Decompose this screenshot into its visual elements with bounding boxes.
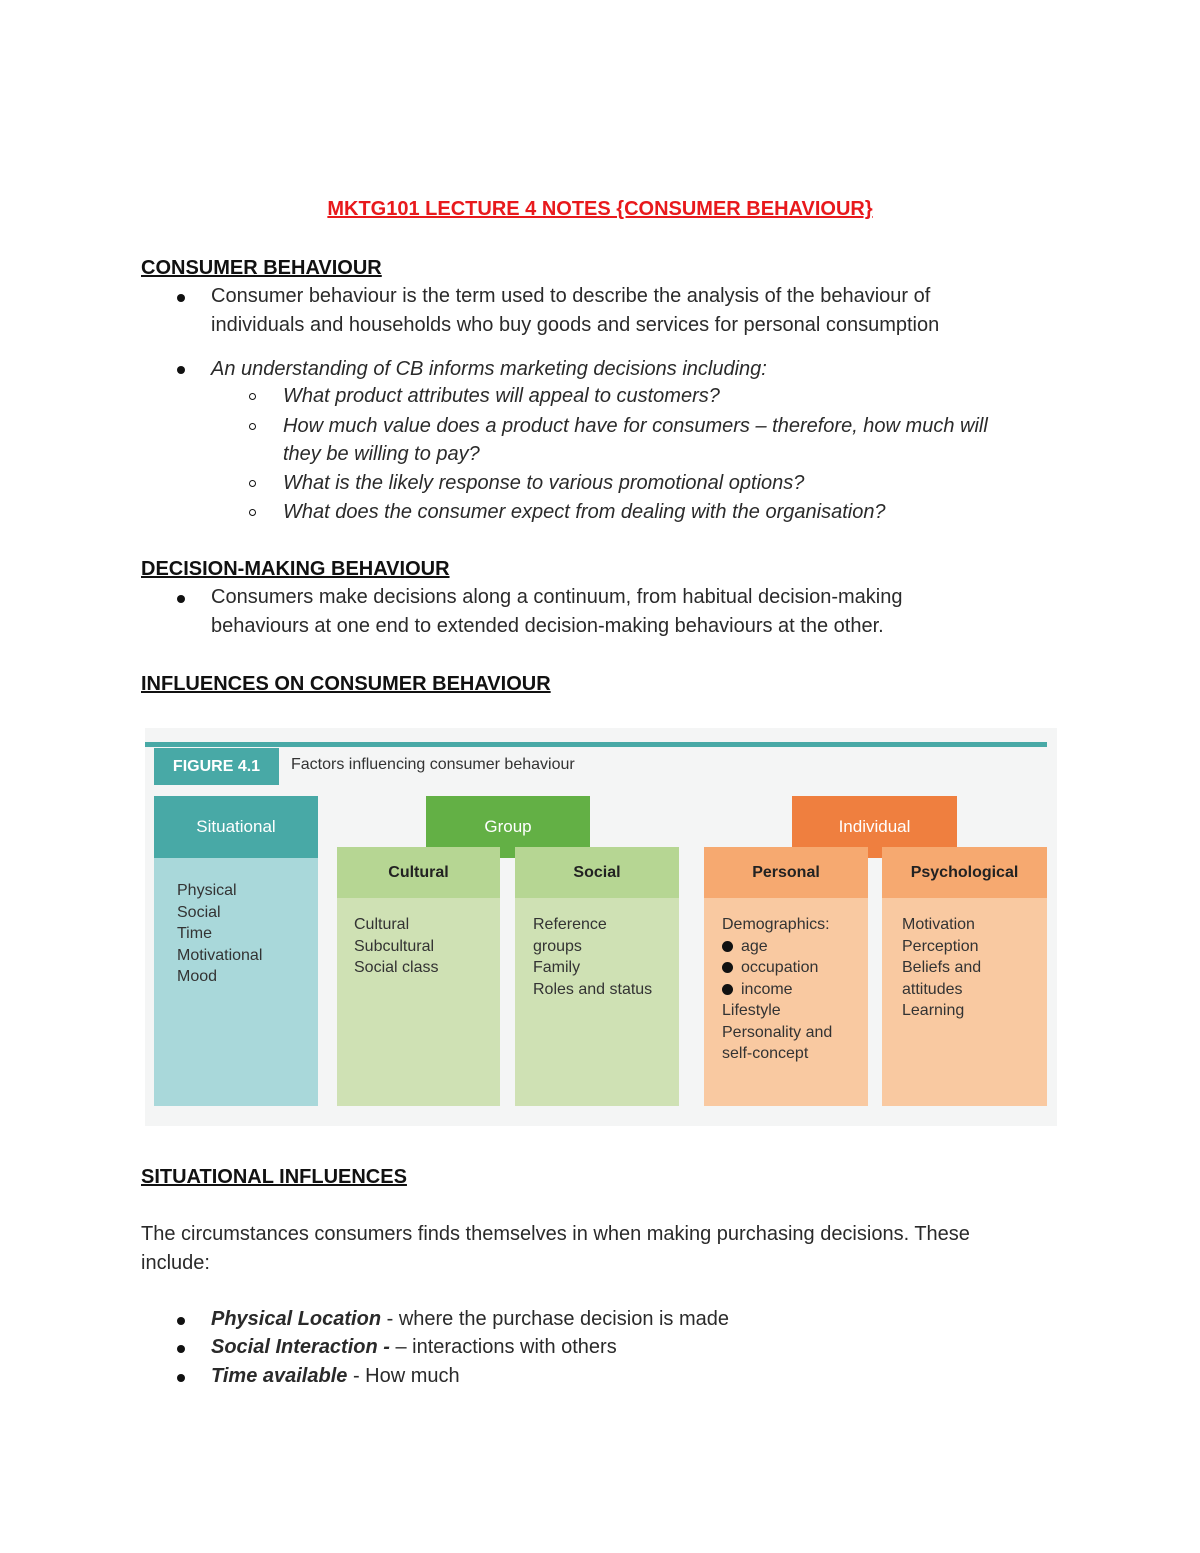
bullet-icon [177, 1345, 185, 1353]
psychological-panel [882, 898, 1047, 1106]
situational-para-line-2: include: [141, 1252, 210, 1274]
list-item: Motivational [177, 946, 263, 964]
personal-panel [704, 898, 868, 1106]
figure-header-rule [145, 742, 1047, 747]
bullet-icon [177, 366, 185, 374]
list-item: Lifestyle [722, 1002, 781, 1019]
bullet-icon [722, 941, 733, 952]
list-item: Personality and [722, 1023, 833, 1041]
social-header: Social [515, 847, 679, 898]
social-list [533, 914, 652, 1000]
situational-item: Time available - How much [211, 1365, 460, 1387]
list-item: Perception [902, 937, 979, 955]
figure-caption: Factors influencing consumer behaviour [291, 756, 575, 773]
bullet-icon [722, 984, 733, 995]
list-item: Cultural [354, 916, 410, 933]
cb-sub-3: What is the likely response to various promotional options? [283, 472, 805, 494]
cb-sub-2-line-1: How much value does a product have for consumers – therefore, how much will [283, 415, 988, 437]
cultural-header: Cultural [337, 847, 500, 898]
list-item: income [722, 979, 832, 1001]
cb-sub-1: What product attributes will appeal to customers? [283, 385, 720, 407]
list-item: groups [533, 937, 582, 955]
cb-bullet-1-line-1: Consumer behaviour is the term used to describe the analysis of the behaviour of [211, 285, 931, 307]
cultural-list [354, 914, 438, 979]
situational-header: Situational [154, 796, 318, 858]
list-item: Physical [177, 882, 237, 899]
psychological-list [902, 914, 981, 1022]
list-item: Reference [533, 916, 607, 933]
heading-decision-making: DECISION-MAKING BEHAVIOUR [141, 558, 450, 580]
list-item: Roles and status [533, 980, 653, 998]
bullet-icon [177, 294, 185, 302]
figure-label: FIGURE 4.1 [154, 748, 279, 785]
heading-influences: INFLUENCES ON CONSUMER BEHAVIOUR [141, 673, 551, 695]
individual-header: Individual [792, 796, 957, 858]
dm-bullet-line-1: Consumers make decisions along a continuum, from habitual decision-making [211, 586, 903, 608]
personal-list [722, 914, 832, 1065]
situational-list [177, 880, 262, 988]
list-item: Demographics: [722, 916, 830, 933]
cb-bullet-1-line-2: individuals and households who buy goods and services for personal consumption [211, 314, 940, 336]
bullet-icon [177, 1374, 185, 1382]
list-item: Subcultural [354, 937, 435, 955]
cultural-panel [337, 898, 500, 1106]
personal-header: Personal [704, 847, 868, 898]
cb-sub-4: What does the consumer expect from dealing with the organisation? [283, 501, 886, 523]
bullet-icon [177, 1317, 185, 1325]
list-item: attitudes [902, 980, 963, 998]
list-item: occupation [722, 957, 832, 979]
group-header: Group [426, 796, 590, 858]
situational-panel [154, 858, 318, 1106]
list-item: self-concept [722, 1045, 809, 1062]
figure-4-1 [145, 728, 1057, 1126]
circle-bullet-icon [249, 393, 256, 400]
bullet-icon [177, 595, 185, 603]
cb-sub-2-line-2: they be willing to pay? [283, 443, 480, 465]
circle-bullet-icon [249, 509, 256, 516]
list-item: Motivation [902, 916, 975, 933]
heading-situational: SITUATIONAL INFLUENCES [141, 1166, 407, 1188]
circle-bullet-icon [249, 423, 256, 430]
dm-bullet-line-2: behaviours at one end to extended decision-making behaviours at the other. [211, 615, 884, 637]
list-item: Mood [177, 968, 218, 985]
list-item: Social [177, 903, 221, 921]
circle-bullet-icon [249, 480, 256, 487]
situational-para-line-1: The circumstances consumers finds themselves in when making purchasing decisions. These [141, 1223, 970, 1245]
situational-item: Physical Location - where the purchase decision is made [211, 1308, 730, 1330]
list-item: Time [177, 925, 212, 942]
bullet-icon [722, 962, 733, 973]
cb-bullet-2: An understanding of CB informs marketing decisions including: [211, 358, 767, 380]
list-item: Social class [354, 959, 439, 976]
list-item: Learning [902, 1002, 965, 1019]
list-item: Beliefs and [902, 959, 982, 976]
social-panel [515, 898, 679, 1106]
heading-consumer-behaviour: CONSUMER BEHAVIOUR [141, 257, 382, 279]
situational-item: Social Interaction - – interactions with others [211, 1336, 617, 1358]
list-item: age [722, 936, 832, 958]
list-item: Family [533, 959, 581, 976]
psychological-header: Psychological [882, 847, 1047, 898]
page-title: MKTG101 LECTURE 4 NOTES {CONSUMER BEHAVIOUR} [327, 198, 873, 220]
